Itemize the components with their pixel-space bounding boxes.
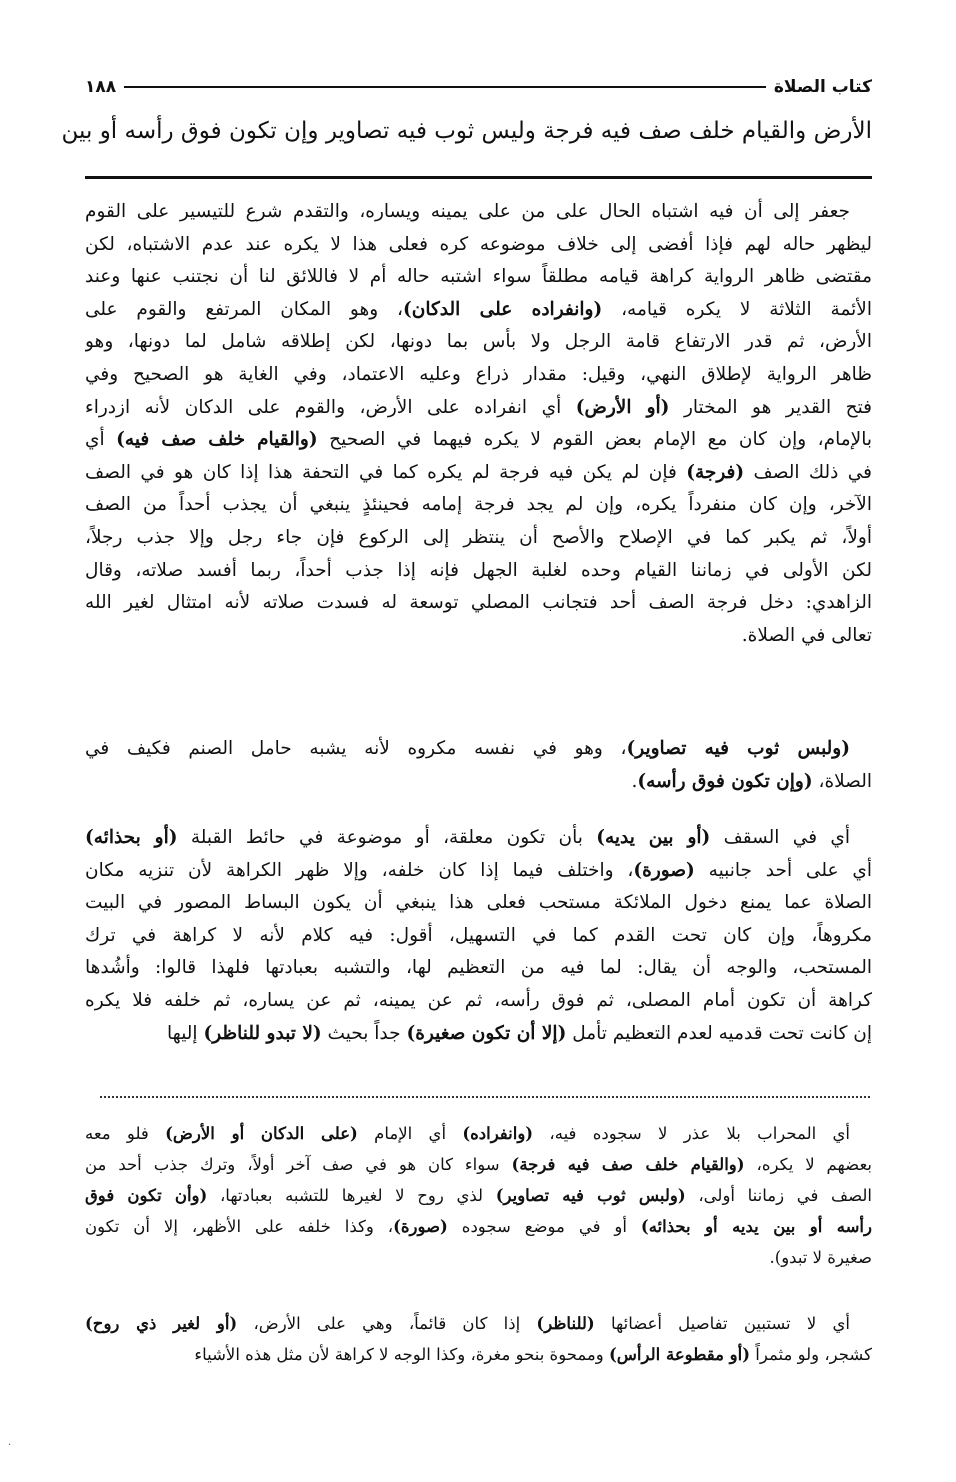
bold-matn-quote: (أو لغير ذي روح) bbox=[85, 1314, 238, 1333]
text-segment: أو في موضع سجوده bbox=[447, 1217, 641, 1236]
text-segment: كشجر، ولو مثمراً bbox=[750, 1345, 872, 1364]
bold-matn-quote: (إلا أن تكون صغيرة) bbox=[406, 1022, 567, 1044]
bold-matn-quote: (والقيام خلف صف فيه فرجة) bbox=[511, 1155, 745, 1174]
text-segment: بعضهم لا يكره، bbox=[744, 1155, 872, 1174]
text-line bbox=[85, 261, 872, 294]
commentary-paragraph-3 bbox=[85, 822, 872, 1050]
bold-matn-quote: (والقيام خلف صف فيه) bbox=[116, 429, 318, 451]
footnote-separator bbox=[100, 1096, 870, 1098]
text-line bbox=[85, 424, 872, 457]
bold-matn-quote: (لا تبدو للناظر) bbox=[203, 1022, 322, 1044]
text-line bbox=[85, 555, 872, 588]
text-line bbox=[85, 587, 872, 620]
text-segment: فتح القدير هو المختار bbox=[669, 396, 872, 418]
text-line bbox=[85, 359, 872, 392]
text-line bbox=[85, 1308, 872, 1339]
book-title: كتاب الصلاة bbox=[773, 77, 872, 97]
text-segment: . bbox=[631, 770, 638, 792]
text-segment: أولاً، ثم يكبر كما في الإصلاح والأصح أن ينتظر إلى الركوع فإن جاء رجل وإلا جذب رجلاً، bbox=[85, 526, 872, 548]
bold-matn-quote: (أو بحذائه) bbox=[85, 827, 178, 848]
text-segment: وممحوة بنحو مغرة، وكذا الوجه لا كراهة لأن مثل هذه الأشياء bbox=[194, 1345, 609, 1364]
text-segment: المستحب، والوجه أن يقال: لما فيه من التعظيم لها، والتشبه بعبادتها فلهذا قالوا: وأشُدها bbox=[85, 957, 872, 979]
text-line bbox=[85, 1118, 872, 1149]
bold-matn-quote: (وأن تكون فوق bbox=[85, 1186, 208, 1205]
text-segment: الآخر، وإن كان منفرداً يكره، وإن لم يجد فرجة إمامه فحينئذٍ ينبغي أن يجذب أحداً من الصف bbox=[85, 494, 872, 516]
text-segment: ، وهو المكان المرتفع والقوم على bbox=[85, 298, 403, 320]
header-rule bbox=[124, 86, 766, 88]
text-segment: ، وكذا خلفه على الأظهر، إلا أن تكون bbox=[85, 1217, 394, 1236]
text-segment: أي لا تستبين تفاصيل أعضائها bbox=[594, 1314, 850, 1333]
footnote-paragraph-1 bbox=[85, 1118, 872, 1273]
text-segment: الصف في زماننا أولى، bbox=[685, 1186, 872, 1205]
text-line bbox=[85, 1180, 872, 1211]
text-segment: ، وهو في نفسه مكروه لأنه يشبه حامل الصنم فكيف في bbox=[85, 738, 627, 759]
bold-matn-quote: (وانفراده) bbox=[462, 1124, 534, 1143]
commentary-paragraph-2 bbox=[85, 733, 872, 798]
text-segment: جعفر إلى أن فيه اشتباه الحال على من على يمينه ويساره، والتقدم شرع للتيسير على القوم bbox=[85, 201, 850, 222]
bold-matn-quote: (وإن تكون فوق رأسه) bbox=[637, 770, 813, 792]
text-segment: فإن لم يكن فيه فرجة لم يكره كما في التحفة هذا إذا كان هو في الصف bbox=[85, 461, 687, 483]
text-line bbox=[85, 733, 872, 766]
text-segment: الصلاة عما يمنع دخول الملائكة مستحب فعلى هذا ينبغي أن يكون البساط المصور في البيت bbox=[85, 892, 872, 914]
bold-matn-quote: (على الدكان أو الأرض) bbox=[165, 1124, 358, 1143]
matn-text: الأرض والقيام خلف صف فيه فرجة وليس ثوب فيه تصاوير وإن تكون فوق رأسه أو بين bbox=[61, 118, 872, 144]
text-segment: بأن تكون معلقة، أو موضوعة في حائط القبلة bbox=[177, 827, 597, 848]
commentary-paragraph-1 bbox=[85, 196, 872, 652]
text-segment: فلو معه bbox=[85, 1124, 166, 1143]
text-segment: لذي روح لا لغيرها للتشبه بعبادتها، bbox=[207, 1186, 496, 1205]
text-segment: مقتضى ظاهر الرواية كراهة قيامه مطلقاً سواء اشتبه حاله أم لا فاللائق لنا أن نجتنب عنها وعند bbox=[85, 266, 872, 288]
text-line bbox=[85, 1242, 872, 1273]
text-segment: بالإمام، وإن كان مع الإمام بعض القوم لا يكره فيهما في الصحيح bbox=[317, 429, 872, 451]
text-segment: ظاهر الرواية لإطلاق النهي، وقيل: مقدار ذراع وعليه الاعتماد، وفي الغاية هو الصحيح وفي bbox=[85, 363, 872, 385]
bold-matn-quote: (فرجة) bbox=[686, 461, 745, 483]
text-line bbox=[85, 887, 872, 920]
text-line bbox=[85, 1018, 872, 1051]
text-line bbox=[85, 766, 872, 799]
bold-matn-quote: (وانفراده على الدكان) bbox=[402, 298, 603, 320]
text-segment: سواء كان هو في صف آخر أولاً، وترك جذب أحد من bbox=[85, 1155, 512, 1174]
text-segment: أي الإمام bbox=[357, 1124, 463, 1143]
text-segment: لكن الأولى في زماننا القيام وحده لغلبة الجهل فإنه إذا جذب أحداً، ربما أفسد صلاته، وقال bbox=[85, 559, 872, 581]
bold-matn-quote: (أو بين يديه) bbox=[596, 827, 711, 848]
text-segment: أي في السقف bbox=[710, 827, 850, 848]
text-line bbox=[85, 294, 872, 327]
text-line bbox=[85, 522, 872, 555]
bold-matn-quote: (أو الأرض) bbox=[575, 396, 670, 418]
text-segment: صغيرة لا تبدو). bbox=[769, 1248, 872, 1267]
text-segment: الزاهدي: دخل فرجة الصف أحد فتجانب المصلي توسعة له فسدت صلاته لأنه امتثال لغير الله bbox=[85, 592, 872, 614]
text-segment: إن كانت تحت قدميه لعدم التعظيم تأمل bbox=[566, 1022, 872, 1044]
text-segment: ليظهر حاله لهم فإذا أفضى إلى خلاف موضوعه كره فعلى هذا لا يكره عند عدم الاشتباه، لكن bbox=[85, 233, 872, 255]
text-line bbox=[85, 822, 872, 855]
text-line bbox=[85, 985, 872, 1018]
text-line bbox=[85, 1211, 872, 1242]
text-line bbox=[85, 489, 872, 522]
text-line bbox=[85, 920, 872, 953]
bold-matn-quote: (ولبس ثوب فيه تصاوير) bbox=[495, 1186, 686, 1205]
text-segment: جداً بحيث bbox=[321, 1022, 407, 1044]
text-segment: كراهة أن تكون أمام المصلى، ثم فوق رأسه، ثم عن يمينه، ثم عن يساره، ثم خلفه فلا يكره bbox=[85, 989, 872, 1011]
text-line bbox=[85, 855, 872, 888]
text-segment: أي على أحد جانبيه bbox=[694, 859, 872, 881]
text-segment: الأئمة الثلاثة لا يكره قيامه، bbox=[602, 298, 872, 320]
text-line bbox=[85, 326, 872, 359]
running-header bbox=[85, 72, 872, 102]
text-line bbox=[85, 392, 872, 425]
text-segment: أي bbox=[85, 429, 117, 451]
bold-matn-quote: (أو مقطوعة الرأس) bbox=[608, 1345, 751, 1364]
bold-matn-quote: رأسه أو بين يديه أو بحذائه) bbox=[640, 1217, 872, 1236]
text-segment: الأرض، ثم قدر الارتفاع قامة الرجل ولا بأس بما دونها، لكن إطلاقه شامل لما دونها، وهو bbox=[85, 331, 872, 353]
text-line bbox=[85, 952, 872, 985]
text-segment: إليها bbox=[167, 1022, 204, 1044]
text-line bbox=[85, 1339, 872, 1370]
text-segment: مكروهاً، وإن كان تحت القدم كما في التسهيل، أقول: فيه كلام لأنه لا كراهة في ترك bbox=[85, 924, 872, 946]
bold-matn-quote: (صورة) bbox=[633, 859, 695, 881]
text-segment: الصلاة، bbox=[812, 770, 872, 792]
text-segment: أي المحراب بلا عذر لا سجوده فيه، bbox=[533, 1124, 850, 1143]
matn-divider bbox=[85, 176, 872, 179]
text-line bbox=[85, 457, 872, 490]
footnote-paragraph-2 bbox=[85, 1308, 872, 1370]
bold-matn-quote: (صورة) bbox=[393, 1217, 448, 1236]
text-line bbox=[85, 229, 872, 262]
bold-matn-quote: (للناظر) bbox=[536, 1314, 595, 1333]
text-segment: ، واختلف فيما إذا كان خلفه، وإلا ظهر الكراهة لأن تنزيه مكان bbox=[85, 859, 634, 881]
text-line bbox=[85, 620, 872, 653]
text-line bbox=[85, 1149, 872, 1180]
text-segment: تعالى في الصلاة. bbox=[741, 624, 872, 646]
bold-matn-quote: (ولبس ثوب فيه تصاوير) bbox=[626, 738, 850, 759]
text-segment: إذا كان قائماً، وهي على الأرض، bbox=[237, 1314, 537, 1333]
page-number: ١٨٨ bbox=[85, 77, 117, 97]
text-segment: أي انفراده على الأرض، والقوم على الدكان لأنه ازدراء bbox=[85, 396, 576, 418]
text-segment: في ذلك الصف bbox=[744, 461, 872, 483]
text-line bbox=[85, 196, 872, 229]
scan-mark: · bbox=[8, 1440, 12, 1451]
